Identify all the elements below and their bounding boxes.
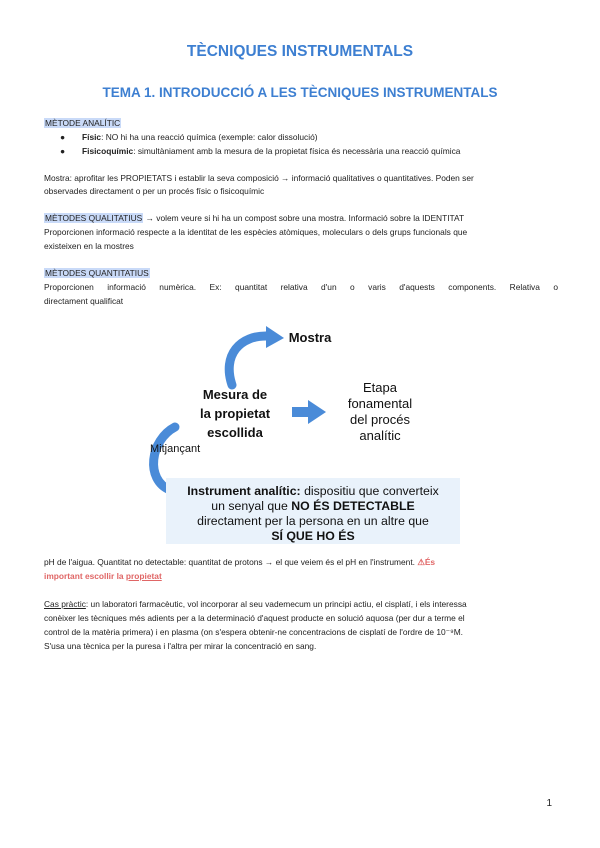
page-number: 1 [546,798,552,809]
etapa-line-1: Etapa [363,380,397,395]
cas-line-3: control de la matèria primera) i en plasma (on s'espera obtenir-ne concentracions de cisplatí de l'ordre de 10⁻⁹M. [44,627,463,637]
diagram-etapa [330,380,430,444]
ph-line-2 [44,570,558,583]
quantitatius-line-2: Proporcionen informació numèrica. Ex: quantitat relativa d'un o varis d'aquests components. Relativa o [44,282,558,292]
diagram-instrument-text [166,484,460,544]
etapa-line-3: del procés [350,412,410,427]
qualitatius-rest: → volem veure si hi ha un compost sobre una mostra. Informació sobre la IDENTITAT [143,213,465,223]
cas-line-4: S'usa una tècnica per la puresa i l'altra per mirar la concentració en sang. [44,641,317,651]
etapa-line-4: analític [359,428,401,443]
bullet-text: : simultàniament amb la mesura de la propietat física és necessària una reacció química [133,146,461,156]
instrument-rest: dispositiu que converteix [300,484,439,498]
cas-line-2: conèixer les tècniques més adients per a la determinació d'aquest producte en solució aquosa (per dur a terme el [44,613,465,623]
instrument-line-4: SÍ QUE HO ÉS [271,529,355,543]
ph-text: pH de l'aigua. Quantitat no detectable: quantitat de protons → el que veiem és el pH en l'instrument. [44,557,418,567]
mostra-line-2: observades directament o per un procés físic o fisicoquímic [44,186,265,196]
straight-arrow-shaft [292,407,310,417]
cas-line-1 [44,598,558,611]
instrument-line-2a: un senyal que [211,499,292,513]
cas-text-1: : un laboratori farmacèutic, vol incorporar al seu vademecum un principi actiu, el cisplatí, i els interessa [85,599,467,609]
instrument-line-2 [166,499,460,514]
document-title: TÈCNIQUES INSTRUMENTALS [186,43,414,60]
quantitatius-line-3: directament qualificat [44,296,124,306]
instrument-line-1 [166,484,460,499]
mesura-line-1: Mesura de [202,387,268,402]
bullet-dot: ● [60,146,66,156]
bullet-dot: ● [60,132,66,142]
section-title: TEMA 1. INTRODUCCIÓ A LES TÈCNIQUES INSTRUMENTALS [102,85,498,100]
instrument-term: Instrument analític: [187,484,301,498]
qualitatius-heading: MÈTODES QUALITATIUS [45,213,143,223]
bullet-term: Físic [82,132,102,142]
qualitatius-line-2: Proporcionen informació respecte a la identitat de les espècies atòmiques, moleculars o dels grups funcionals que [44,227,468,237]
ph-warning-c: propietat [125,571,162,581]
curved-arrow-mostra [229,336,268,385]
quantitatius-heading: MÈTODES QUANTITATIUS [45,268,149,278]
metode-analitic-highlight: MÈTODE ANALÍTIC [45,118,121,128]
mostra-line-1: Mostra: aprofitar les PROPIETATS i establir la seva composició → informació qualitatives o quantitatives. Poden ser [44,173,474,183]
diagram-mitjancant: Mitjançant [150,443,201,455]
bullet-text: : NO hi ha una reacció química (exemple: calor dissolució) [101,132,318,142]
diagram-mesura [180,385,290,442]
instrument-line-2b: NO ÉS DETECTABLE [291,499,415,513]
mesura-line-2: la propietat [199,406,271,421]
bullet-term: Fisicoquímic [82,146,134,156]
ph-warning-a: ⚠És [417,557,436,567]
cas-label: Cas pràctic [44,599,86,609]
qualitatius-line-3: existeixen en la mostres [44,241,134,251]
diagram-mostra: Mostra [288,330,332,345]
ph-warning-b: important escollir la [44,571,126,581]
etapa-line-2: fonamental [347,396,413,411]
mesura-line-3: escollida [207,425,263,440]
instrument-line-3: directament per la persona en un altre que [197,514,429,528]
arrowhead-etapa [308,400,326,424]
ph-line-1 [44,556,558,569]
